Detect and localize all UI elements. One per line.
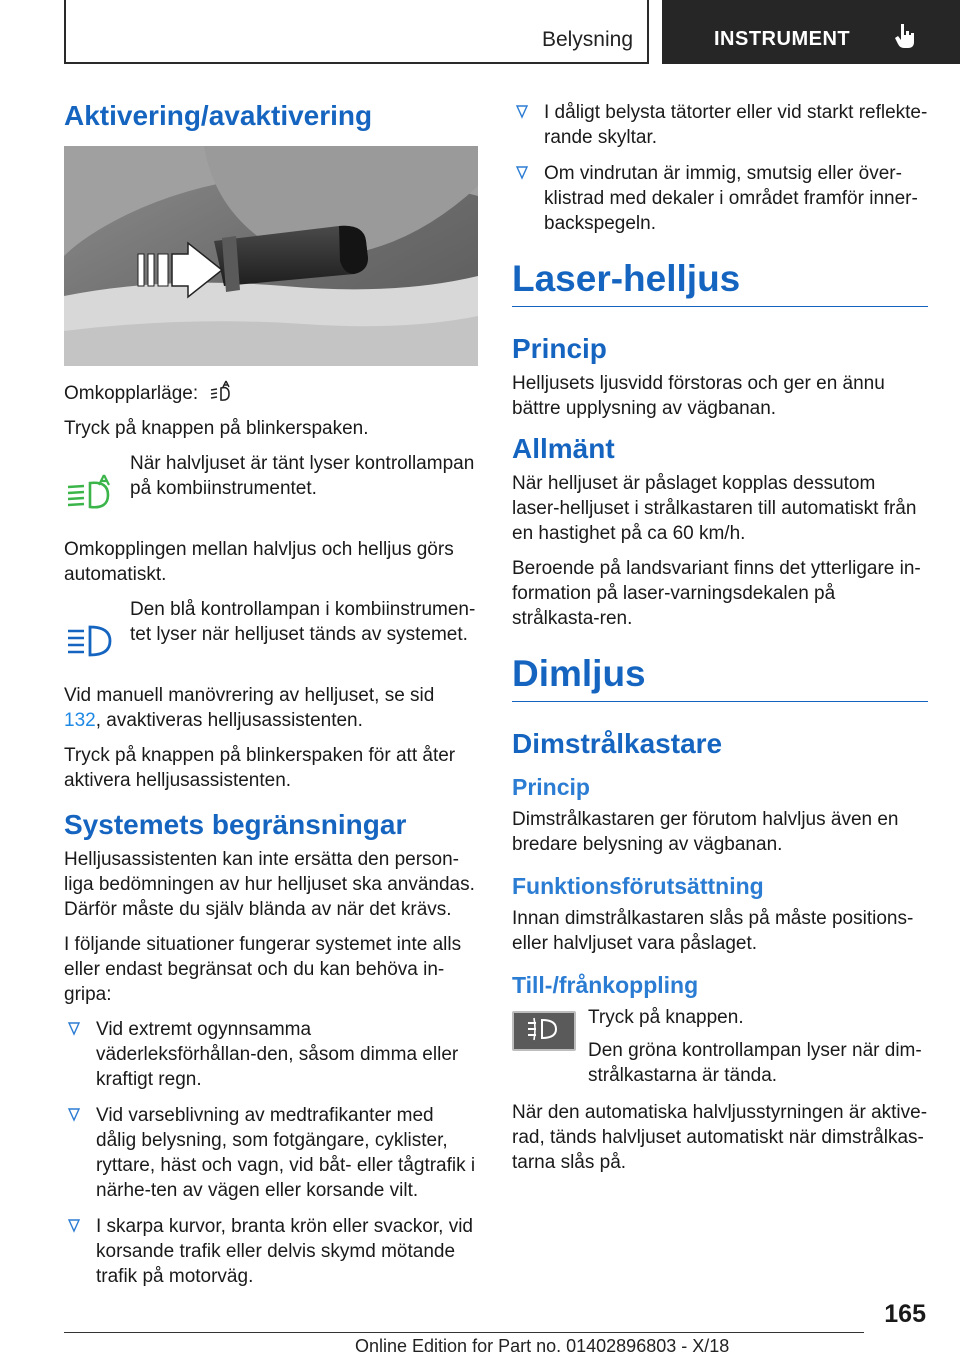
list-item	[512, 100, 928, 150]
limits-list-continued	[512, 100, 928, 236]
high-beam-stalk-photo	[64, 146, 478, 366]
left-column	[64, 100, 476, 1300]
press-button-text: Tryck på knappen på blinkerspaken.	[64, 418, 369, 439]
heading-fog-lights: Dimljus	[512, 653, 928, 702]
heading-principle: Princip	[512, 333, 607, 364]
limits-paragraph-2: I följande situationer fungerar systemet inte alls eller endast begränsat och du kan behöva in-gripa:	[64, 934, 462, 1005]
low-beam-indicator-block	[64, 451, 476, 527]
auto-switch-text: Omkopplingen mellan halvljus och helljus görs automatiskt.	[64, 539, 454, 585]
low-beam-indicator-text: När halvljuset är tänt lyser kontrollampan på kombiinstrumentet.	[130, 453, 475, 499]
limits-list	[64, 1017, 476, 1289]
list-item-text: Om vindrutan är immig, smutsig eller över-klistrad med dekaler i området framför inner-backspegeln.	[544, 163, 918, 234]
list-item-text: I skarpa kurvor, branta krön eller svackor, vid korsande trafik eller delvis skymd mötande trafik på motorväg.	[96, 1216, 473, 1287]
heading-requirements: Funktionsförutsättning	[512, 873, 764, 899]
list-item-text: Vid varseblivning av medtrafikanter med dålig belysning, som fotgängare, cyklister, ryttare, häst och vagn, vid båt- eller tågtrafik i närhe-ten av vägen eller korsande vilt.	[96, 1105, 476, 1201]
reactivate-text: Tryck på knappen på blinkerspaken för att åter aktivera helljusassistenten.	[64, 745, 456, 791]
triangle-bullet-icon	[515, 103, 529, 121]
high-beam-indicator-block	[64, 597, 476, 673]
fog-indicator-text: Den gröna kontrollampan lyser när dim-strålkastarna är tända.	[588, 1040, 922, 1086]
limits-paragraph-1: Helljusassistenten kan inte ersätta den person-liga bedömningen av hur helljuset ska användas. Därför måste du själv blända av när det krävs.	[64, 849, 475, 920]
principle-text: Helljusets ljusvidd förstoras och ger en ännu bättre upplysning av vägbanan.	[512, 373, 885, 419]
triangle-bullet-icon	[67, 1106, 81, 1124]
header-section-box	[64, 0, 649, 64]
page-reference-link[interactable]: 132	[64, 710, 96, 731]
high-beam-assistant-icon	[209, 380, 235, 402]
triangle-bullet-icon	[515, 164, 529, 182]
page-number: 165	[884, 1300, 926, 1328]
auto-headlight-text: När den automatiska halvljusstyrningen är aktive-rad, tänds halvljuset automatiskt när dimstrålkas-tarna slås på.	[512, 1102, 928, 1173]
heading-activation: Aktivering/avaktivering	[64, 100, 373, 131]
list-item	[64, 1017, 476, 1092]
heading-system-limits: Systemets begränsningar	[64, 809, 407, 840]
press-fog-button-text: Tryck på knappen.	[588, 1007, 744, 1028]
right-column	[512, 100, 928, 1185]
footer-edition: Online Edition for Part no. 01402896803 - X/18	[355, 1336, 730, 1356]
switch-position	[64, 380, 476, 406]
list-item	[64, 1103, 476, 1203]
header-section-title: Belysning	[541, 28, 633, 51]
list-item-text: I dåligt belysta tätorter eller vid starkt reflekte-rande skyltar.	[544, 102, 928, 148]
switch-position-label: Omkopplarläge:	[64, 383, 199, 404]
triangle-bullet-icon	[67, 1217, 81, 1235]
heading-laser-high-beam: Laser-helljus	[512, 258, 928, 307]
requirements-text: Innan dimstrålkastaren slås på måste positions-eller halvljuset vara påslaget.	[512, 908, 914, 954]
heading-general: Allmänt	[512, 433, 615, 464]
heading-on-off: Till-/frånkoppling	[512, 972, 699, 998]
list-item	[64, 1214, 476, 1289]
fog-principle-text: Dimstrålkastaren ger förutom halvljus även en bredare belysning av vägbanan.	[512, 809, 899, 855]
footer-divider	[64, 1332, 864, 1333]
high-beam-indicator-icon	[64, 619, 116, 659]
general-paragraph-2: Beroende på landsvariant finns det ytterligare in-formation på laser-varningsdekalen på strålkasta-ren.	[512, 558, 921, 629]
manual-operation-post: , avaktiveras helljusassistenten.	[95, 710, 363, 731]
list-item	[512, 161, 928, 236]
high-beam-indicator-text: Den blå kontrollampan i kombiinstrumen-tet lyser när helljuset tänds av systemet.	[130, 599, 476, 645]
list-item-text: Vid extremt ogynnsamma väderleksförhållan-den, såsom dimma eller kraftigt regn.	[96, 1019, 459, 1090]
low-beam-indicator-icon	[64, 473, 116, 513]
header-chapter-tab	[662, 0, 960, 64]
triangle-bullet-icon	[67, 1020, 81, 1038]
fog-light-button[interactable]	[512, 1011, 576, 1051]
heading-fog-lamps: Dimstrålkastare	[512, 728, 723, 759]
fog-light-icon	[514, 1013, 574, 1049]
fog-button-block	[512, 1005, 928, 1088]
heading-fog-principle: Princip	[512, 774, 590, 800]
touch-hand-icon	[892, 22, 918, 50]
manual-operation-text	[64, 683, 476, 733]
header-chapter-label: INSTRUMENT	[714, 28, 851, 50]
manual-operation-pre: Vid manuell manövrering av helljuset, se sid	[64, 685, 435, 706]
general-paragraph-1: När helljuset är påslaget kopplas dessutom laser-helljuset i strålkastaren till automatiskt från en hastighet på ca 60 km/h.	[512, 473, 917, 544]
